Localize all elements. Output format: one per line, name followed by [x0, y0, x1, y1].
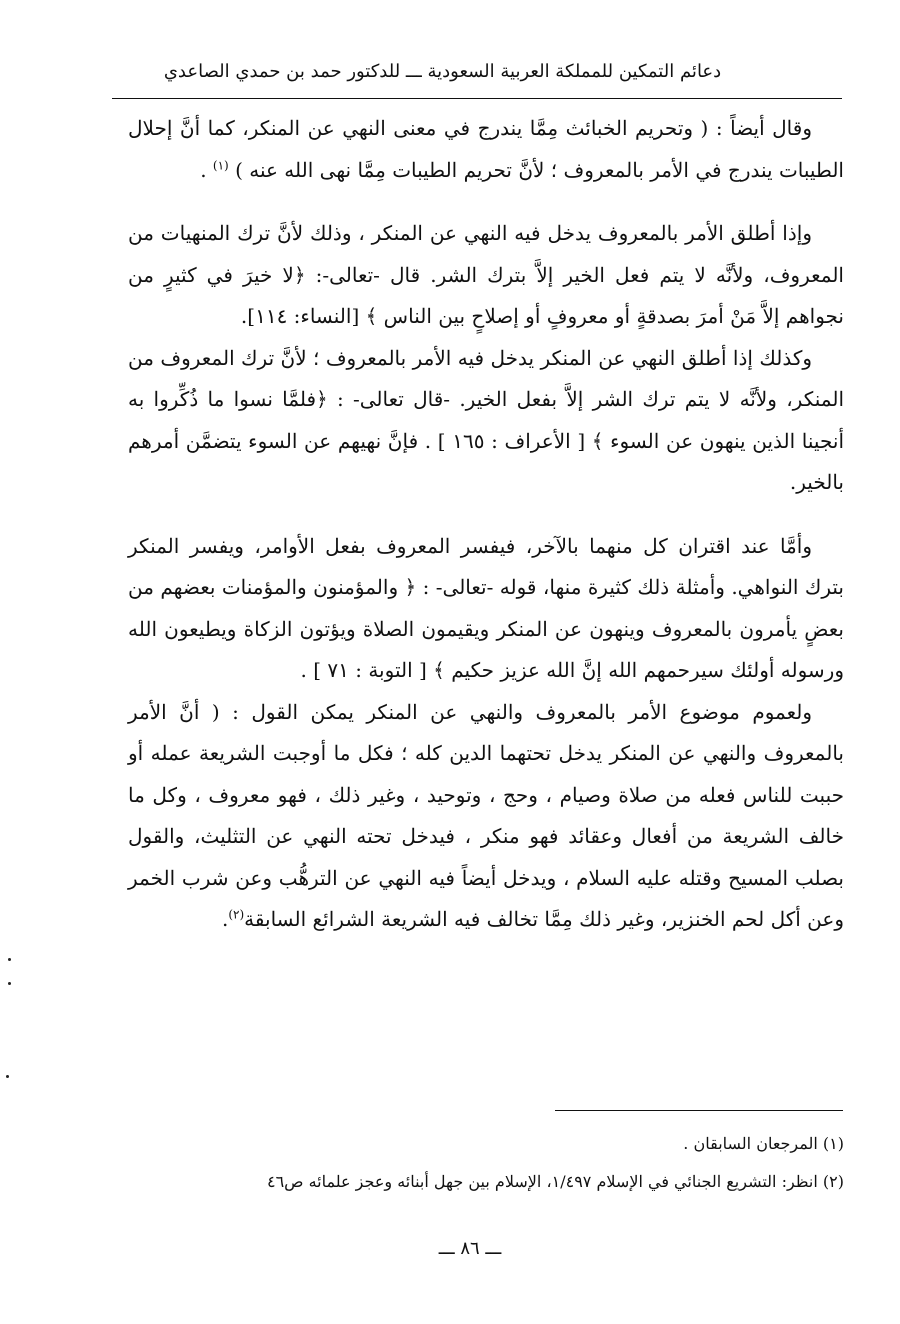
paragraph-text: وأمَّا عند اقتران كل منهما بالآخر، فيفسر المعروف بفعل الأوامر، ويفسر المنكر بترك النواهي. وأمثلة ذلك كثيرة منها، قوله -تعالى- : ﴿ والمؤمنون والمؤمنات بعضهم من بعضٍ يأمرون بالمعروف وينهون عن المنكر ويقيمون الصلاة ويؤتون الزكاة ويطيعون الله ورسوله أولئك سيرحمهم الله إنَّ الله عزيز حكيم ﴾ [ التوبة : ٧١ ] .	[128, 533, 844, 682]
scan-speck	[6, 1075, 9, 1078]
paragraph-tail: .	[221, 907, 229, 931]
paragraph-3	[128, 338, 844, 504]
paragraph-2	[128, 213, 844, 338]
scan-speck	[8, 958, 11, 961]
footnote-separator	[555, 1110, 843, 1111]
paragraph-5	[128, 692, 844, 941]
page-number: ـــ ٨٦ ـــ	[438, 1238, 502, 1259]
paragraph-4	[128, 526, 844, 692]
paragraph-tail: .	[200, 157, 213, 182]
footnotes	[140, 1125, 844, 1201]
body-text	[128, 108, 844, 941]
running-header: دعائم التمكين للمملكة العربية السعودية ـــ للدكتور حمد بن حمدي الصاعدي	[163, 61, 722, 82]
paragraph-text: ولعموم موضوع الأمر بالمعروف والنهي عن المنكر يمكن القول : ( أنَّ الأمر بالمعروف والنهي عن المنكر يدخل تحتهما الدين كله ؛ فكل ما أوجبت الشريعة عمله أو حببت للناس فعله من صلاة وصيام ، وحج ، وتوحيد ، وغير ذلك ، فهو معروف ، وكل ما خالف الشريعة من أفعال وعقائد فهو منكر ، فيدخل تحته النهي عن التثليث، والقول بصلب المسيح وقتله عليه السلام ، ويدخل أيضاً فيه النهي عن الترهُّب وعن شرب الخمر وعن أكل لحم الخنزير، وغير ذلك مِمَّا تخالف فيه الشريعة الشرائع السابقة	[128, 699, 844, 931]
footnote-2: (٢) انظر: التشريع الجنائي في الإسلام ١/٤٩٧، الإسلام بين جهل أبنائه وعجز علمائه ص٤٦	[266, 1172, 844, 1191]
paragraph-1	[128, 108, 844, 191]
paragraph-text: وإذا أطلق الأمر بالمعروف يدخل فيه النهي عن المنكر ، وذلك لأنَّ ترك المنهيات من المعروف، ولأنَّه لا يتم فعل الخير إلاَّ بترك الشر. قال -تعالى-: ﴿لا خيرَ في كثيرٍ من نجواهم إلاَّ مَنْ أمرَ بصدقةٍ أو معروفٍ أو إصلاحٍ بين الناس ﴾ [النساء: ١١٤].	[128, 221, 844, 328]
footnote-reference-2[interactable]: (٢)	[228, 907, 245, 922]
header-rule	[112, 98, 842, 99]
scan-speck	[8, 982, 11, 985]
footnote-1: (١) المرجعان السابقان .	[683, 1134, 844, 1153]
paragraph-text: وقال أيضاً : ( وتحريم الخبائث مِمَّا يندرج في معنى النهي عن المنكر، كما أنَّ إحلال الطيبات يندرج في الأمر بالمعروف ؛ لأنَّ تحريم الطيبات مِمَّا نهى الله عنه )	[128, 116, 844, 182]
paragraph-text: وكذلك إذا أطلق النهي عن المنكر يدخل فيه الأمر بالمعروف ؛ لأنَّ ترك المعروف من المنكر، ولأنَّه لا يتم ترك الشر إلاَّ بفعل الخير. -قال تعالى- : ﴿فلمَّا نسوا ما ذُكِّروا به أنجينا الذين ينهون عن السوء ﴾ [ الأعراف : ١٦٥ ] . فإنَّ نهيهم عن السوء يتضمَّن أمرهم بالخير.	[128, 345, 845, 494]
footnote-reference-1[interactable]: (١)	[212, 157, 229, 172]
